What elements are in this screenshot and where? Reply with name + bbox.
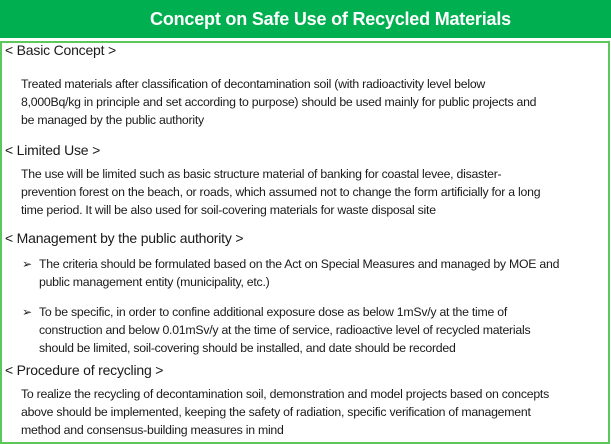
arrow-bullet-icon: ➢ [22,257,33,271]
paragraph-line: method and consensus-building measures in mind [21,423,284,437]
arrow-bullet-icon: ➢ [22,305,33,319]
paragraph-line: above should be implemented, keeping the safety of radiation, specific verification of management [21,405,531,419]
bullet-line: To be specific, in order to confine additional exposure dose as below 1mSv/y at the time of [39,305,508,319]
title-banner [0,0,611,38]
paragraph-line: time period. It will be also used for soil-covering materials for waste disposal site [21,203,436,217]
bullet-line: The criteria should be formulated based on the Act on Special Measures and managed by MOE and [39,257,560,271]
paragraph-line: The use will be limited such as basic structure material of banking for coastal levee, disaster- [21,167,502,181]
section-heading: < Procedure of recycling > [5,362,164,378]
bullet-line: public management entity (municipality, etc.) [39,275,270,289]
section-heading: < Basic Concept > [5,42,116,58]
paragraph-line: prevention forest on the beach, or roads, which assumed not to change the form artificially for a long [21,185,541,199]
section-heading: < Management by the public authority > [5,230,244,246]
paragraph-line: 8,000Bq/kg in principle and set according to purpose) should be used mainly for public projects and [21,95,537,109]
section-heading: < Limited Use > [5,142,101,158]
paragraph-line: Treated materials after classification of decontamination soil (with radioactivity level below [21,77,486,91]
bullet-line: construction and below 0.01mSv/y at the time of service, radioactive level of recycled materials [39,323,531,337]
paragraph-line: be managed by the public authority [21,113,204,127]
bullet-line: should be limited, soil-covering should be installed, and date should be recorded [39,341,456,355]
page-title: Concept on Safe Use of Recycled Materials [150,8,511,29]
paragraph-line: To realize the recycling of decontamination soil, demonstration and model projects based on concepts [21,387,549,401]
